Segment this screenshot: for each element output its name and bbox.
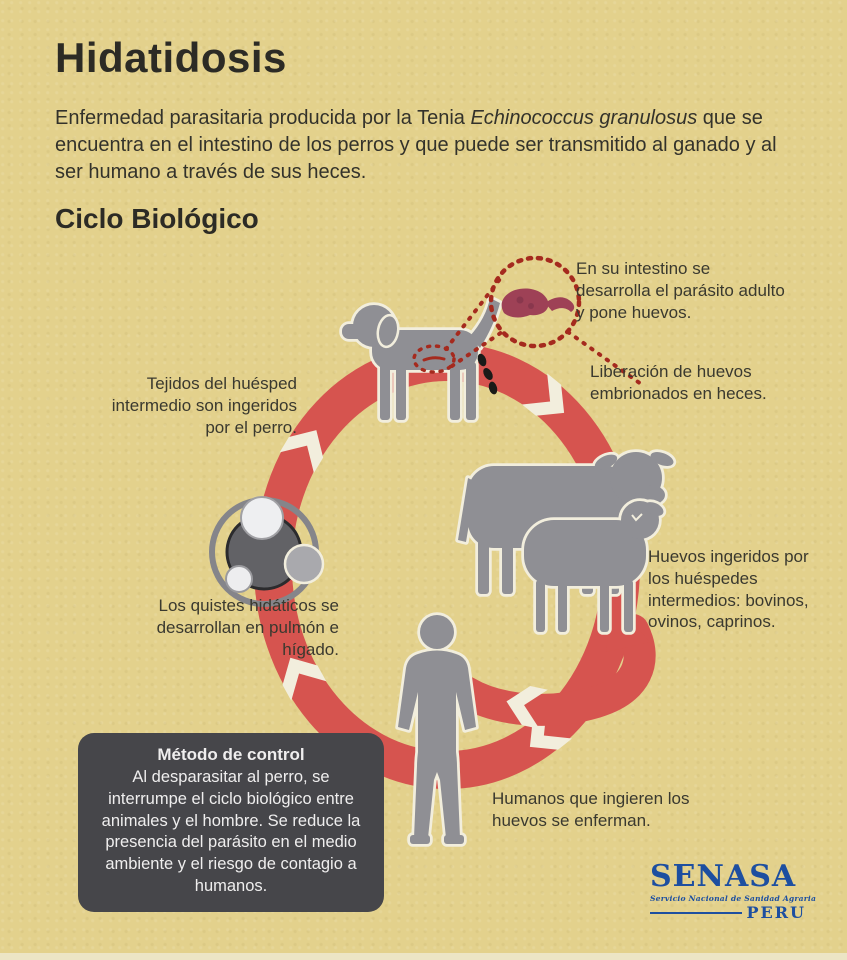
page-title: Hidatidosis	[55, 34, 287, 81]
label-tissues-ingested: Tejidos del huésped intermedio son ingeridos por el perro.	[111, 374, 297, 437]
adult-parasite-icon	[502, 288, 575, 317]
logo-tagline: Servicio Nacional de Sanidad Agraria	[650, 894, 817, 903]
senasa-logo	[650, 859, 817, 922]
label-feces-release: Liberación de huevos embrionados en heces.	[590, 362, 767, 403]
intro-species-name: Echinococcus granulosus	[470, 107, 698, 129]
hydatid-cyst-icon	[212, 497, 323, 604]
control-box-body: Al desparasitar al perro, se interrumpe el ciclo biológico entre animales y el hombre. Se reduce la presencia del parásito en el medio ambiente y el riesgo de contagio a humanos.	[101, 768, 361, 895]
label-eggs-ingested: Huevos ingeridos por los huéspedes intermedios: bovinos, ovinos, caprinos.	[648, 547, 809, 632]
control-method-box	[78, 733, 384, 912]
label-cysts-develop: Los quistes hidáticos se desarrollan en pulmón e hígado.	[156, 596, 339, 659]
intro-prefix: Enfermedad parasitaria producida por la Tenia	[55, 107, 471, 129]
label-humans-sick: Humanos que ingieren los huevos se enferman.	[492, 789, 690, 830]
intro-suffix: que se encuentra en el intestino de los perros y que puede ser transmitido al ganado y al ser humano a través de sus heces.	[55, 107, 777, 184]
intro-text	[55, 105, 800, 187]
logo-country: PERU	[746, 903, 806, 922]
sheep-icon	[524, 499, 666, 632]
bottom-strip	[0, 953, 847, 960]
label-intestine: En su intestino se desarrolla el parásito adulto y pone huevos.	[576, 259, 785, 322]
logo-name: SENASA	[650, 859, 797, 894]
section-title: Ciclo Biológico	[55, 203, 259, 234]
human-icon	[398, 615, 476, 844]
control-box-title: Método de control	[157, 745, 305, 764]
logo-rule	[650, 912, 742, 915]
